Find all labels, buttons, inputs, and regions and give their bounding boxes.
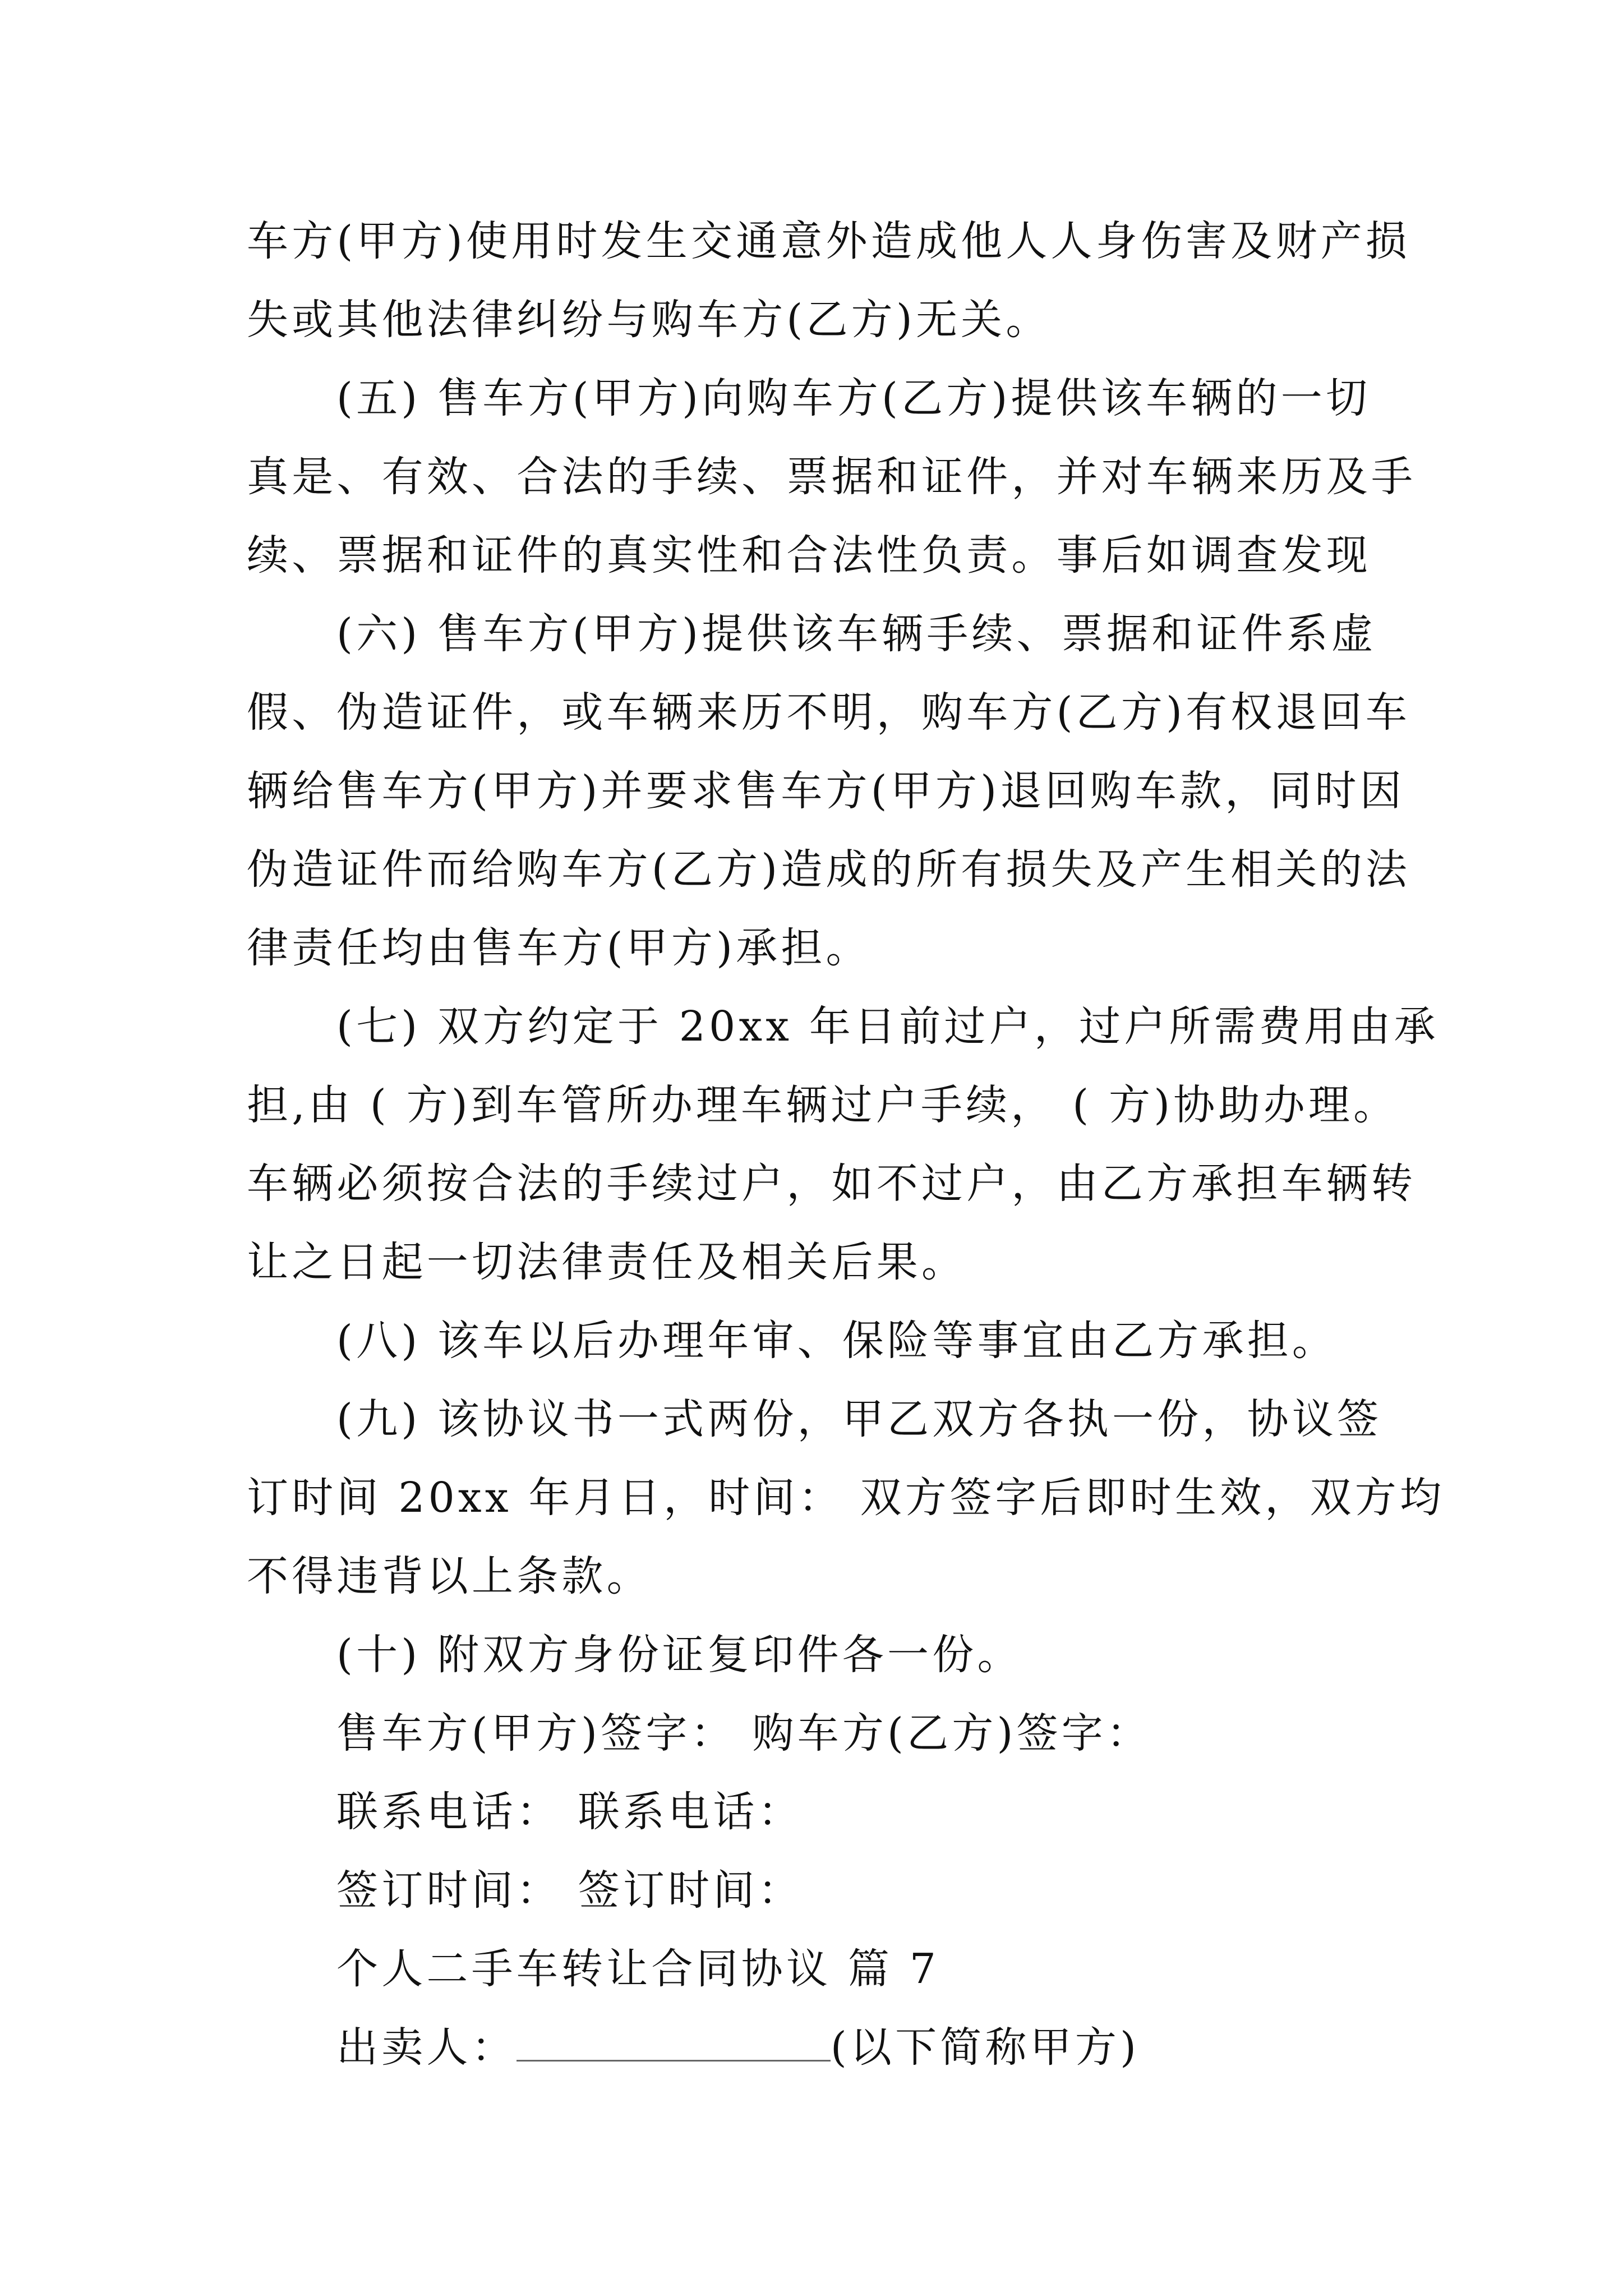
paragraph-9-line-2: 订时间 20xx 年月日，时间： 双方签字后即时生效，双方均 <box>247 1474 1445 1522</box>
paragraph-5-line-3: 续、票据和证件的真实性和合法性负责。事后如调查发现 <box>247 531 1371 579</box>
paragraph-7-line-2: 担,由 ( 方)到车管所办理车辆过户手续， ( 方)协助办理。 <box>247 1081 1399 1129</box>
paragraph-6-line-5: 律责任均由售车方(甲方)承担。 <box>247 924 871 972</box>
paragraph-5-line-1: (五) 售车方(甲方)向购车方(乙方)提供该车辆的一切 <box>336 374 1371 422</box>
paragraph-4-line-2: 失或其他法律纠纷与购车方(乙方)无关。 <box>247 296 1051 344</box>
seller-line <box>336 2008 1481 2087</box>
paragraph-7-line-3: 车辆必须按合法的手续过户，如不过户，由乙方承担车辆转 <box>247 1159 1417 1208</box>
section-title: 个人二手车转让合同协议 篇 7 <box>336 1945 940 1993</box>
seller-suffix: (以下简称甲方) <box>830 2023 1140 2072</box>
seller-label: 出卖人： <box>336 2023 517 2072</box>
paragraph-4-line-1: 车方(甲方)使用时发生交通意外造成他人人身伤害及财产损 <box>247 217 1411 265</box>
paragraph-10-line-1: (十) 附双方身份证复印件各一份。 <box>336 1631 1022 1679</box>
paragraph-9-line-1: (九) 该协议书一式两份，甲乙双方各执一份，协议签 <box>336 1395 1382 1443</box>
seller-name-blank <box>517 2021 831 2062</box>
paragraph-6-line-3: 辆给售车方(甲方)并要求售车方(甲方)退回购车款，同时因 <box>247 767 1405 815</box>
signature-line: 售车方(甲方)签字： 购车方(乙方)签字： <box>336 1709 1152 1757</box>
paragraph-8-line-1: (八) 该车以后办理年审、保险等事宜由乙方承担。 <box>336 1317 1338 1365</box>
sign-date-line: 签订时间： 签订时间： <box>336 1866 803 1915</box>
paragraph-5-line-2: 真是、有效、合法的手续、票据和证件，并对车辆来历及手 <box>247 453 1417 501</box>
phone-line: 联系电话： 联系电话： <box>336 1788 803 1836</box>
paragraph-6-line-2: 假、伪造证件，或车辆来历不明，购车方(乙方)有权退回车 <box>247 688 1411 737</box>
paragraph-6-line-4: 伪造证件而给购车方(乙方)造成的所有损失及产生相关的法 <box>247 845 1411 894</box>
paragraph-9-line-3: 不得违背以上条款。 <box>247 1552 652 1600</box>
paragraph-6-line-1: (六) 售车方(甲方)提供该车辆手续、票据和证件系虚 <box>336 610 1377 658</box>
paragraph-7-line-1: (七) 双方约定于 20xx 年日前过户，过户所需费用由承 <box>336 1002 1439 1051</box>
paragraph-7-line-4: 让之日起一切法律责任及相关后果。 <box>247 1238 967 1286</box>
